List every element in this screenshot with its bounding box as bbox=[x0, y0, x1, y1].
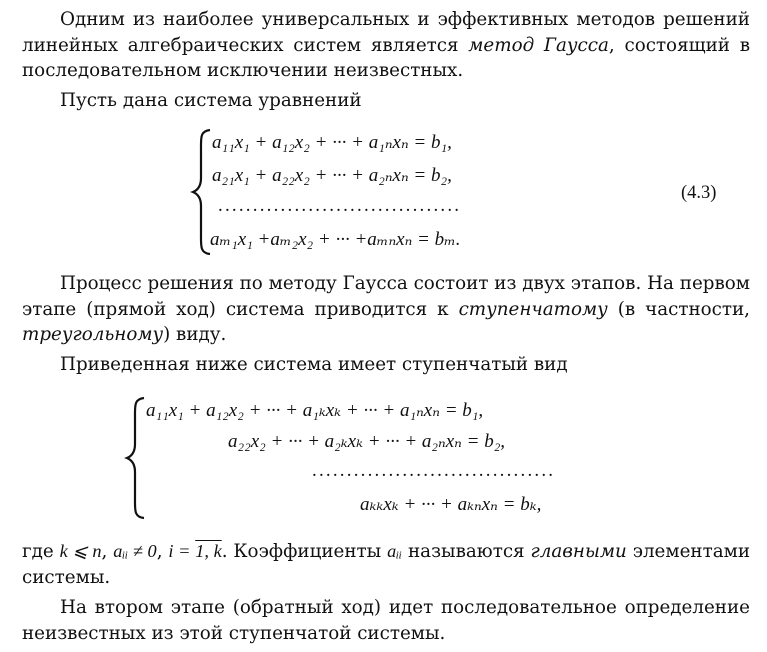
paragraph-3-text-after: ) виду. bbox=[163, 324, 227, 345]
paragraph-given-system: Пусть дана система уравнений bbox=[60, 90, 362, 111]
paragraph-conditions bbox=[22, 539, 750, 590]
system-2-row-1: a₁₁x₁ + a₁₂x₂ + ··· + a₁ₖxₖ + ··· + a₁ₙxₙ = b₁, bbox=[146, 400, 484, 421]
condition-aii-nonzero: aᵢᵢ ≠ 0 bbox=[113, 541, 157, 561]
paragraph-gauss-intro bbox=[22, 7, 750, 84]
paragraph-5-text-mid: . Коэффициенты bbox=[221, 541, 388, 562]
paragraph-5-text-before: где bbox=[22, 541, 60, 562]
paragraph-back-substitution: На втором этапе (обратный ход) идет последовательное определение неизвестных из этой ступенчатой системы. bbox=[22, 597, 750, 644]
condition-i-range: 1, k bbox=[195, 541, 222, 561]
paragraph-5-sep-1: , bbox=[101, 541, 114, 562]
paragraph-5-text-mid-2: называются bbox=[402, 541, 531, 562]
system-1-row-1: a₁₁x₁ + a₁₂x₂ + ··· + a₁ₙxₙ = b₁, bbox=[212, 132, 452, 153]
gauss-method-emphasis: метод Гаусса bbox=[468, 34, 609, 56]
paragraph-3-text-before: Процесс решения по методу Гаусса состоит из двух этапов. На первом этапе (прямой ход) система приводится к bbox=[22, 273, 750, 320]
condition-k-le-n: k ⩽ n bbox=[59, 541, 102, 561]
triangular-emphasis: треугольному bbox=[22, 324, 164, 345]
condition-i-lhs: i = bbox=[168, 541, 196, 561]
stepped-emphasis: ступенчатому bbox=[458, 298, 608, 320]
paragraph-5-sep-2: , bbox=[156, 541, 169, 562]
paragraph-stepped-form: Приведенная ниже система имеет ступенчатый вид bbox=[60, 354, 568, 375]
system-2-row-dots: ................................... bbox=[312, 460, 556, 481]
system-1-row-m: aₘ₁x₁ +aₘ₂x₂ + ··· +aₘₙxₙ = bₘ. bbox=[210, 229, 461, 250]
left-brace-icon bbox=[124, 396, 148, 520]
system-2-brace bbox=[124, 396, 148, 524]
paragraph-process-stages bbox=[22, 271, 750, 348]
paragraph-5-text-after: элементами системы. bbox=[22, 541, 751, 588]
system-1-row-dots: ................................... bbox=[218, 195, 462, 216]
system-1-row-2: a₂₁x₁ + a₂₂x₂ + ··· + a₂ₙxₙ = b₂, bbox=[212, 165, 452, 186]
paragraph-1-text-after: , состоящий в последовательном исключении неизвестных. bbox=[22, 34, 750, 81]
paragraph-1-text-before: Одним из наиболее универсальных и эффективных методов решений линейных алгебраических систем является bbox=[22, 9, 750, 56]
system-2-row-2: a₂₂x₂ + ··· + a₂ₖxₖ + ··· + a₂ₙxₙ = b₂, bbox=[228, 431, 506, 452]
system-2-row-k: aₖₖxₖ + ··· + aₖₙxₙ = bₖ, bbox=[360, 494, 542, 515]
equation-number: (4.3) bbox=[681, 183, 717, 203]
main-emphasis: главными bbox=[530, 541, 627, 562]
paragraph-3-text-mid: (в частности, bbox=[607, 298, 750, 320]
coefficient-aii: aᵢᵢ bbox=[387, 541, 403, 561]
